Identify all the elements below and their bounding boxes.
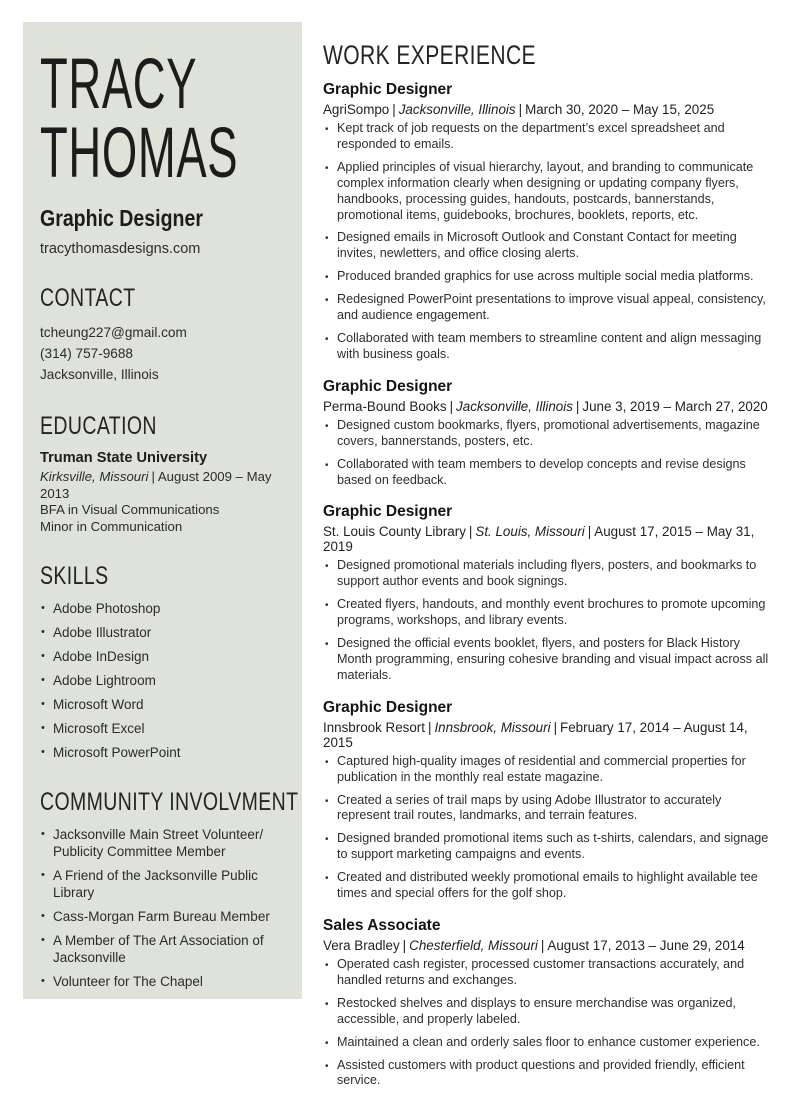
job-bullets (323, 754, 773, 902)
job-location: Innsbrook, Missouri (434, 719, 551, 735)
person-job-title: Graphic Designer (40, 205, 203, 231)
job-bullet: • Assisted customers with product questions and provided friendly, efficient service. (323, 1058, 773, 1090)
job-title: Graphic Designer (323, 377, 453, 395)
separator: | (151, 469, 155, 484)
separator: | (553, 719, 558, 735)
job-entry (323, 917, 773, 1089)
skill-item: • Microsoft PowerPoint (40, 744, 285, 761)
separator: | (427, 719, 432, 735)
work-experience-heading: WORK EXPERIENCE (323, 40, 536, 70)
separator: | (449, 398, 454, 414)
job-title: Graphic Designer (323, 503, 453, 521)
education-school: Truman State University (40, 450, 208, 466)
job-meta (323, 524, 773, 554)
skill-item: • Microsoft Word (40, 696, 285, 713)
job-company: Innsbrook Resort (323, 719, 425, 735)
job-bullet: • Captured high-quality images of residential and commercial properties for publication in the monthly real estate magazine. (323, 754, 773, 786)
job-title: Graphic Designer (323, 81, 453, 98)
job-entry (323, 699, 773, 902)
education-heading: EDUCATION (40, 412, 157, 440)
job-company: Perma-Bound Books (323, 398, 447, 414)
skills-heading: SKILLS (40, 562, 109, 590)
person-name-line2: THOMAS (40, 114, 239, 193)
job-dates: August 17, 2013 – June 29, 2014 (547, 938, 745, 953)
job-bullet: • Designed emails in Microsoft Outlook and Constant Contact for meeting invites, newletters, and office closing alerts. (323, 230, 773, 262)
education-location: Kirksville, Missouri (40, 469, 149, 484)
job-bullet: • Kept track of job requests on the department’s excel spreadsheet and responded to emails. (323, 121, 773, 153)
job-entry (323, 503, 773, 683)
job-location: St. Louis, Missouri (475, 524, 585, 540)
skill-item: • Adobe Photoshop (40, 600, 285, 617)
job-company: Vera Bradley (323, 938, 400, 953)
job-bullet: • Designed the official events booklet, flyers, and posters for Black History Month programming, ensuring cohesive branding and visual impact across all materials. (323, 636, 773, 684)
separator: | (402, 938, 407, 953)
job-bullet: • Collaborated with team members to streamline content and align messaging with business goals. (323, 331, 773, 363)
job-bullets (323, 418, 773, 489)
community-list (40, 826, 285, 990)
community-item: • A Member of The Art Association of Jacksonville (40, 932, 285, 966)
job-bullet: • Restocked shelves and displays to ensure merchandise was organized, accessible, and properly labeled. (323, 996, 773, 1028)
job-bullet: • Designed branded promotional items such as t-shirts, calendars, and signage to support marketing campaigns and events. (323, 831, 773, 863)
job-bullet: • Maintained a clean and orderly sales floor to enhance customer experience. (323, 1035, 773, 1051)
job-location: Jacksonville, Illinois (456, 398, 573, 414)
job-entry (323, 378, 773, 489)
contact-email: tcheung227@gmail.com (40, 325, 187, 340)
work-experience-section (323, 40, 773, 1104)
person-name-line1: TRACY (40, 45, 198, 124)
job-dates: February 17, 2014 – August 14, 2015 (323, 719, 748, 750)
resume-sidebar (23, 22, 302, 999)
community-item: • Jacksonville Main Street Volunteer/ Publicity Committee Member (40, 826, 285, 860)
skills-list (40, 600, 285, 761)
job-bullet: • Created a series of trail maps by using Adobe Illustrator to accurately represent trail routes, landmarks, and terrain features. (323, 793, 773, 825)
education-degree: BFA in Visual Communications (40, 502, 220, 517)
community-heading: COMMUNITY INVOLVMENT (40, 788, 299, 816)
jobs-container (323, 81, 773, 1089)
job-bullet: • Produced branded graphics for use across multiple social media platforms. (323, 269, 773, 285)
job-entry (323, 81, 773, 363)
job-dates: June 3, 2019 – March 27, 2020 (582, 398, 768, 414)
contact-heading: CONTACT (40, 284, 136, 312)
education-meta (40, 469, 285, 502)
job-bullet: • Created and distributed weekly promotional emails to highlight available tee times and special offers for the golf shop. (323, 870, 773, 902)
skill-item: • Adobe Lightroom (40, 672, 285, 689)
job-bullets (323, 121, 773, 363)
job-dates: March 30, 2020 – May 15, 2025 (525, 102, 715, 117)
job-bullets (323, 957, 773, 1089)
education-minor: Minor in Communication (40, 518, 183, 534)
community-item: • Volunteer for The Chapel (40, 973, 285, 990)
job-dates: August 17, 2015 – May 31, 2019 (323, 524, 755, 555)
separator: | (518, 102, 523, 117)
job-title: Sales Associate (323, 917, 441, 934)
contact-phone: (314) 757-9688 (40, 346, 133, 361)
separator: | (575, 398, 580, 414)
job-company: AgriSompo (323, 102, 390, 117)
job-bullet: • Applied principles of visual hierarchy, layout, and branding to communicate complex information clearly when designing or updating company flyers, handbooks, processing guides, handouts, postcards, bannerstands, promotional items, guidebooks, brochures, booklets, reports, etc. (323, 160, 773, 224)
job-bullet: • Redesigned PowerPoint presentations to improve visual appeal, consistency, and audience engagement. (323, 292, 773, 324)
contact-location: Jacksonville, Illinois (40, 367, 159, 382)
job-location: Jacksonville, Illinois (398, 102, 516, 117)
separator: | (540, 938, 545, 953)
job-title: Graphic Designer (323, 698, 453, 716)
job-meta (323, 102, 773, 117)
job-bullets (323, 558, 773, 683)
job-bullet: • Collaborated with team members to develop concepts and revise designs based on feedback. (323, 457, 773, 489)
person-website: tracythomasdesigns.com (40, 241, 201, 257)
separator: | (587, 524, 592, 540)
skill-item: • Adobe Illustrator (40, 624, 285, 641)
job-bullet: • Designed promotional materials including flyers, posters, and bookmarks to support author events and book signings. (323, 558, 773, 590)
job-location: Chesterfield, Missouri (409, 938, 538, 953)
job-bullet: • Created flyers, handouts, and monthly event brochures to promote upcoming programs, workshops, and library events. (323, 597, 773, 629)
skill-item: • Microsoft Excel (40, 720, 285, 737)
education-dates: August 2009 – May 2013 (40, 469, 272, 501)
job-bullet: • Designed custom bookmarks, flyers, promotional advertisements, magazine covers, bannerstands, posters, etc. (323, 418, 773, 450)
job-bullet: • Operated cash register, processed customer transactions accurately, and handled returns and exchanges. (323, 957, 773, 989)
separator: | (392, 102, 396, 117)
skill-item: • Adobe InDesign (40, 648, 285, 665)
separator: | (468, 524, 473, 540)
community-item: • Cass-Morgan Farm Bureau Member (40, 908, 285, 925)
community-item: • A Friend of the Jacksonville Public Library (40, 867, 285, 901)
job-company: St. Louis County Library (323, 524, 466, 540)
job-meta (323, 399, 773, 414)
person-name (40, 45, 285, 193)
job-meta (323, 938, 773, 953)
job-meta (323, 720, 773, 750)
